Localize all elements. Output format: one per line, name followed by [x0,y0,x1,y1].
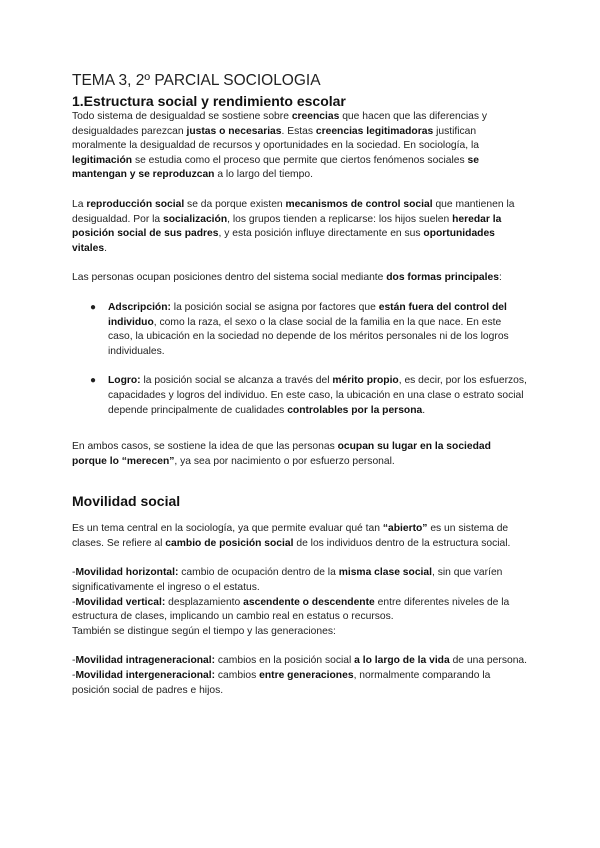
text-run: la posición social se alcanza a través del [140,375,333,387]
bullet-dot-icon: ● [90,375,97,387]
bold-text-run: Movilidad intrageneracional: [75,655,216,667]
bold-text-run: misma clase social [338,567,432,579]
bold-text-run: mérito propio [332,375,399,387]
bold-text-run: justas o necesarias [186,125,282,137]
bold-text-run: Adscripción: [108,301,171,313]
bold-text-run: creencias [291,111,340,122]
paragraph-tiempo-generaciones [72,625,528,640]
text-run: . Estas [281,125,316,137]
bold-text-run: ocupan su lugar en la sociedad porque lo “merecen” [72,441,491,467]
section-heading-movilidad: Movilidad social [72,493,181,510]
bullet-adscripcion-text [108,302,509,357]
bold-text-run: se mantengan y se reproduzcan [72,154,479,181]
bold-text-run: a lo largo de la vida [354,655,450,667]
bullet-adscripcion [72,301,528,359]
text-run: desplazamiento [165,596,244,608]
paragraph-conclusion [72,440,528,469]
paragraph-formas [72,271,528,286]
paragraph-movilidad-vertical [72,596,528,625]
text-run: que hacen que las diferencias y desigualdades parezcan [72,111,488,137]
bold-text-run: “abierto” [382,523,428,535]
bold-text-run: están fuera del control del individuo [108,301,507,328]
bold-text-run: Movilidad vertical: [75,596,166,608]
bold-text-run: controlables por la persona [287,404,423,416]
text-run: - [72,596,76,608]
document-page [72,70,528,698]
text-run: que mantienen la desigualdad. Por la [72,198,515,225]
text-run: , sin que varíen significativamente el ingreso o el estatus. [72,567,503,594]
bold-text-run: Movilidad intergeneracional: [75,670,216,682]
text-run: Las personas ocupan posiciones dentro del sistema social mediante [72,272,387,284]
text-run: cambios [215,670,260,682]
bold-text-run: heredar la posición social de sus padres [72,213,502,240]
text-run: , los grupos tienden a replicarse: los hijos suelen [227,213,453,225]
text-run: la posición social se asigna por factores que [170,301,379,313]
text-run: justifican moralmente la desigualdad de recursos y oportunidades en la sociedad. En sociología, la [72,125,479,152]
bold-text-run: Movilidad horizontal: [75,567,179,579]
text-run: , y esta posición influye directamente en sus [218,228,424,240]
section-heading-estructura: 1.Estructura social y rendimiento escolar [72,93,346,109]
text-run: de una persona. [449,655,528,667]
bold-text-run: oportunidades vitales [72,228,495,254]
bullet-logro [72,374,528,418]
bold-text-run: ascendente o descendente [243,596,375,608]
text-run: , normalmente comparando la posición social de padres e hijos. [72,670,491,696]
text-run: - [72,655,76,667]
paragraph-intrageneracional [72,654,528,669]
bold-text-run: socialización [163,213,228,225]
text-run: . [104,242,107,254]
text-run: . [422,404,426,416]
text-run: , es decir, por los esfuerzos, capacidades y logros del individuo. En este caso, la ubicación en una clase o estrato social depende principalmente de cualidades [108,375,527,416]
text-run: , como la raza, el sexo o la clase social de la familia en la que nace. En este caso, la ubicación en la sociedad no depende de los méritos personales ni de los logros individuales. [108,316,509,357]
text-run: se da porque existen [184,198,286,210]
bold-text-run: mecanismos de control social [285,198,433,210]
paragraph-intergeneracional [72,669,528,698]
text-run: También se distingue según el tiempo y las generaciones: [72,625,336,637]
bold-text-run: entre generaciones [259,670,354,682]
text-run: cambio de ocupación dentro de la [178,567,339,579]
text-run: entre diferentes niveles de la estructura de clases, implicando un cambio real en estatus o recursos. [72,596,510,623]
paragraph-reproduccion [72,198,528,256]
bold-text-run: creencias legitimadoras [315,125,434,137]
paragraph-movilidad-horizontal [72,566,528,595]
bullet-list [72,301,528,418]
text-run: En ambos casos, se sostiene la idea de que las personas [72,441,338,453]
text-run: : [498,272,502,284]
bold-text-run: Logro: [108,375,141,387]
paragraph-legitimacion [72,110,528,183]
text-run: es un sistema de clases. Se refiere al [72,523,509,549]
text-run: La [72,198,87,210]
text-run: Es un tema central en la sociología, ya que permite evaluar qué tan [72,523,383,535]
text-run: Todo sistema de desigualdad se sostiene sobre [72,111,292,122]
text-run: se estudia como el proceso que permite que ciertos fenómenos sociales [132,154,468,166]
bold-text-run: dos formas principales [386,272,499,284]
text-run: de los individuos dentro de la estructura social. [293,537,511,549]
text-run: , ya sea por nacimiento o por esfuerzo personal. [174,455,395,467]
bullet-dot-icon: ● [90,301,97,313]
bold-text-run: reproducción social [86,198,185,210]
text-run: - [72,670,76,682]
bold-text-run: legitimación [72,154,133,166]
bold-text-run: cambio de posición social [165,537,294,549]
text-run: a lo largo del tiempo. [214,169,313,181]
bullet-logro-text [108,375,527,415]
text-run: - [72,567,76,579]
text-run: cambios en la posición social [215,655,355,667]
document-title: TEMA 3, 2º PARCIAL SOCIOLOGIA [72,72,321,89]
paragraph-movilidad-intro [72,522,528,551]
